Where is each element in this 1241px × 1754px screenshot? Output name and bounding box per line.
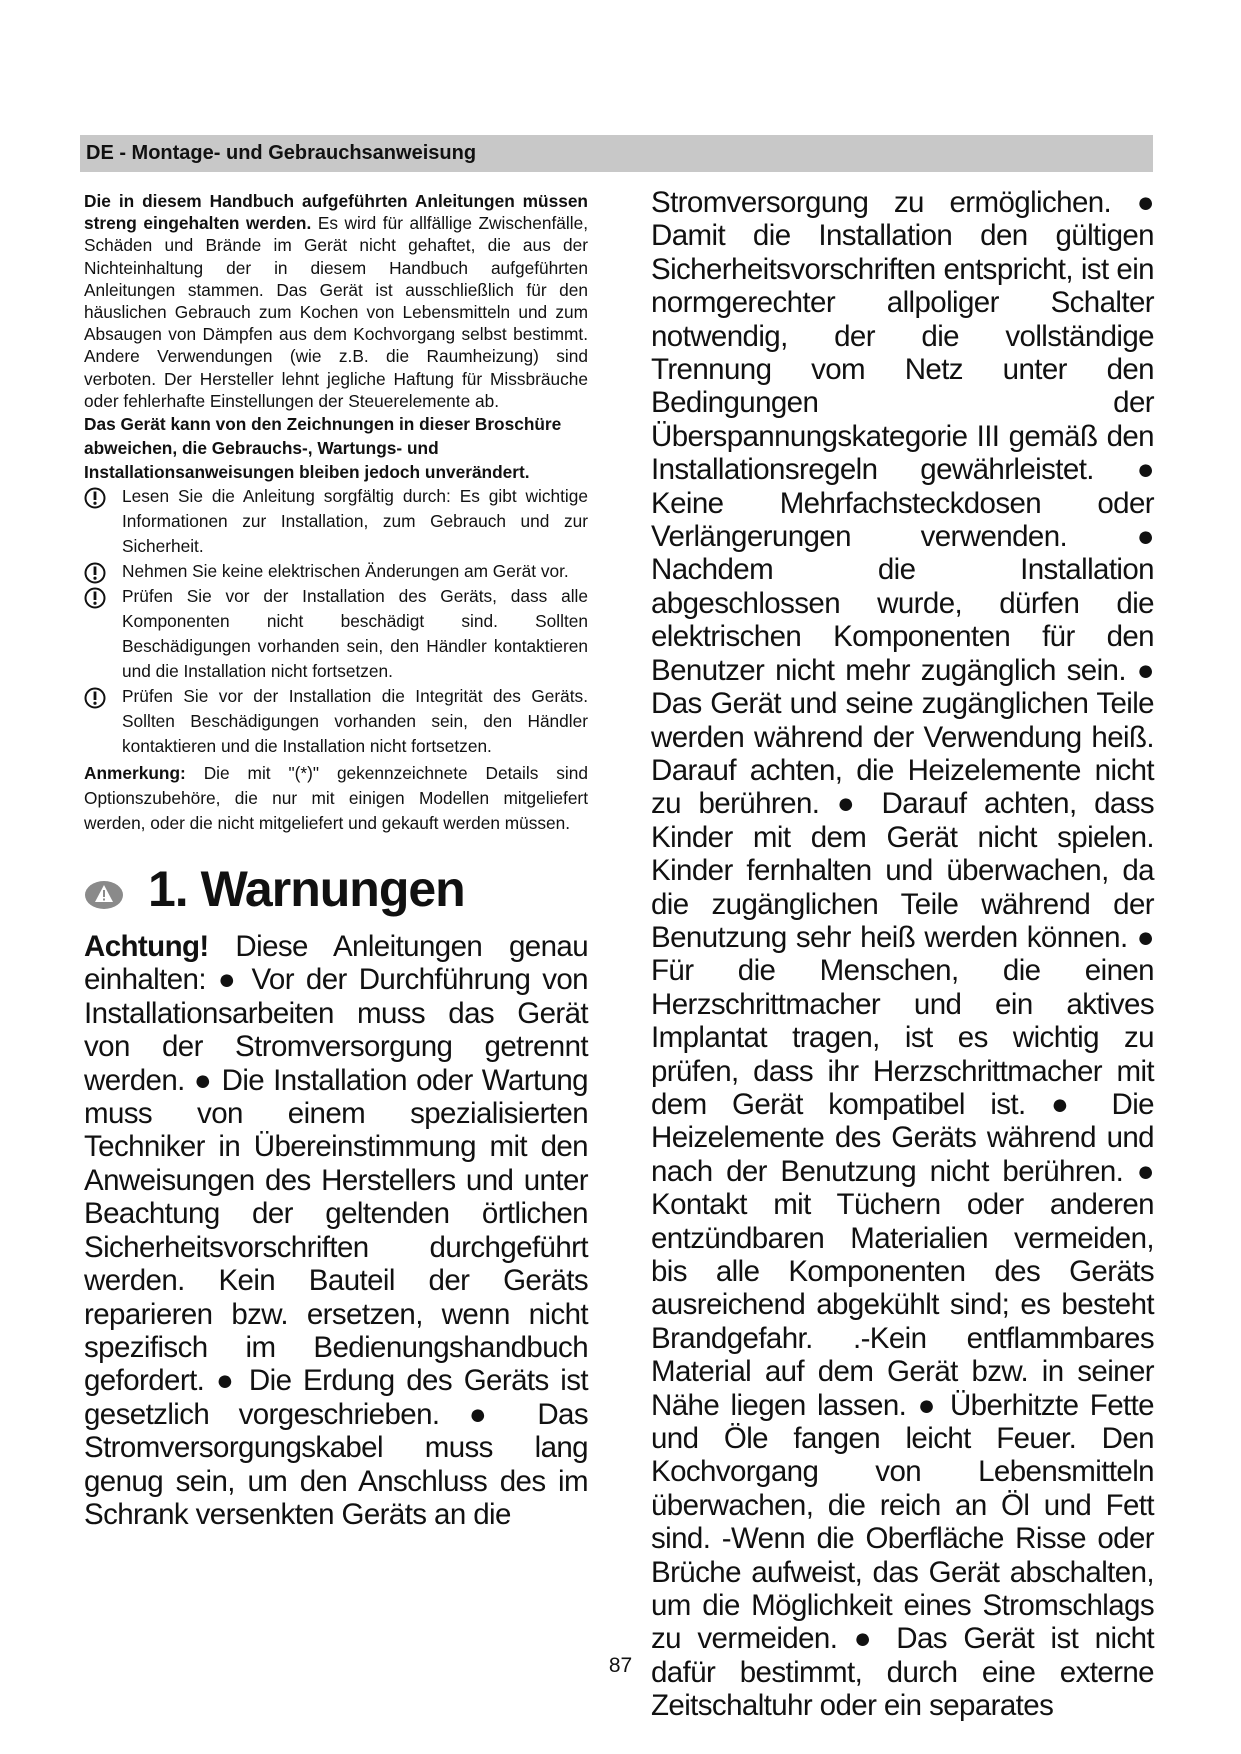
section-heading <box>84 858 588 930</box>
warning-item <box>84 684 588 759</box>
body-right-paragraph: Stromversorgung zu ermöglichen. ● Damit die Installation den gültigen Sicherheitsvorschriften entspricht, ist ein normgerechter allpoliger Schalter notwendig, der die vollständige Trennung vom Netz unter den Bedingungen der Überspannungskategorie III gemäß den Installationsregeln gewährleistet. ● Keine Mehrfachsteckdosen oder Verlängerungen verwenden. ● Nachdem die Installation abgeschlossen wurde, dürfen die elektrischen Komponenten für den Benutzer nicht mehr zugänglich sein. ● Das Gerät und seine zugänglichen Teile werden während der Verwendung heiß. Darauf achten, die Heizelemente nicht zu berühren. ● Darauf achten, dass Kinder mit dem Gerät nicht spielen. Kinder fernhalten und überwachen, da die zugänglichen Teile während der Benutzung sehr heiß werden können. ● Für die Menschen, die einen Herzschrittmacher und ein aktives Implantat tragen, ist es wichtig zu prüfen, dass ihr Herzschrittmacher mit dem Gerät kompatibel ist. ● Die Heizelemente des Geräts während und nach der Benutzung nicht berühren. ● Kontakt mit Tüchern oder anderen entzündbaren Materialien vermeiden, bis alle Komponenten des Geräts ausreichend abgekühlt sind; es besteht Brandgefahr. .-Kein entflammbares Material auf dem Gerät bzw. in seiner Nähe liegen lassen. ● Überhitzte Fette und Öle fangen leicht Feuer. Den Kochvorgang von Lebensmitteln überwachen, die reich an Öl und Fett sind. -Wenn die Oberfläche Risse oder Brüche aufweist, das Gerät abschalten, um die Möglichkeit eines Stromschlags zu vermeiden. ● Das Gerät ist nicht dafür bestimmt, durch eine externe Zeitschaltuhr oder ein separates <box>651 186 1154 1723</box>
warning-text: Nehmen Sie keine elektrischen Änderungen am Gerät vor. <box>122 561 569 582</box>
document-title: DE - Montage- und Gebrauchsanweisung <box>86 142 477 164</box>
section-header-bar <box>80 135 1153 172</box>
warning-text: Lesen Sie die Anleitung sorgfältig durch: Es gibt wichtige Informationen zur Installation, zum Gebrauch und zur Sicherheit. <box>122 486 588 557</box>
body-left-text: Diese Anleitungen genau einhalten: ● Vor der Durchführung von Installationsarbeiten muss das Gerät von der Stromversorgung getrennt werden. ● Die Installation oder Wartung muss von einem spezialisierten Techniker in Übereinstimmung mit den Anweisungen des Herstellers und unter Beachtung der geltenden örtlichen Sicherheitsvorschriften durchgeführt werden. Kein Bauteil der Geräts reparieren bzw. ersetzen, wenn nicht spezifisch im Bedienungshandbuch gefordert. ● Die Erdung des Geräts ist gesetzlich vorgeschrieben. ● Das Stromversorgungskabel muss lang genug sein, um den Anschluss des im Schrank versenkten Geräts an die <box>84 930 588 1531</box>
intro-text: Es wird für allfällige Zwischenfälle, Schäden und Brände im Gerät nicht gehaftet, die aus der Nichteinhaltung der in diesem Handbuch aufgeführten Anleitungen stammen. Das Gerät ist ausschließlich für den häuslichen Gebrauch zum Kochen von Lebensmitteln und zum Absaugen von Dämpfen aus dem Kochvorgang selbst bestimmt. Andere Verwendungen (wie z.B. die Raumheizung) sind verboten. Der Hersteller lehnt jegliche Haftung für Missbräuche oder fehlerhafte Einstellungen der Steuerelemente ab. <box>84 213 588 411</box>
intro-paragraph <box>84 190 588 412</box>
left-column <box>84 190 588 1531</box>
intro-bold-lead: Die in diesem Handbuch aufgeführten Anleitungen müssen streng eingehalten werden. <box>84 191 588 234</box>
exclamation-circle-icon <box>84 487 106 509</box>
attention-lead: Achtung! <box>84 930 209 964</box>
body-left-paragraph <box>84 930 588 1531</box>
warning-triangle-icon <box>84 880 124 910</box>
warning-item <box>84 484 588 559</box>
note-label: Anmerkung: <box>84 763 186 784</box>
warning-text: Prüfen Sie vor der Installation die Integrität des Geräts. Sollten Beschädigungen vorhanden sein, den Händler kontaktieren und die Installation nicht fortsetzen. <box>122 686 588 757</box>
exclamation-circle-icon <box>84 687 106 709</box>
warning-item <box>84 584 588 684</box>
right-column <box>651 186 1154 1723</box>
warning-text: Prüfen Sie vor der Installation des Geräts, dass alle Komponenten nicht beschädigt sind. Sollten Beschädigungen vorhanden sein, den Händler kontaktieren und die Installation nicht fortsetzen. <box>122 586 588 682</box>
drawing-disclaimer: Das Gerät kann von den Zeichnungen in dieser Broschüre abweichen, die Gebrauchs-, Wartungs- und Installationsanweisungen bleiben jedoch unverändert. <box>84 414 562 483</box>
exclamation-circle-icon <box>84 587 106 609</box>
note-paragraph <box>84 761 588 836</box>
page-number: 87 <box>608 1654 633 1677</box>
exclamation-circle-icon <box>84 562 106 584</box>
note-text: Die mit "(*)" gekennzeichnete Details sind Optionszubehöre, die nur mit einigen Modellen mitgeliefert werden, oder die nicht mitgeliefert und gekauft werden müssen. <box>84 763 588 834</box>
warning-item <box>84 559 588 584</box>
section-title: 1. Warnungen <box>148 861 465 918</box>
